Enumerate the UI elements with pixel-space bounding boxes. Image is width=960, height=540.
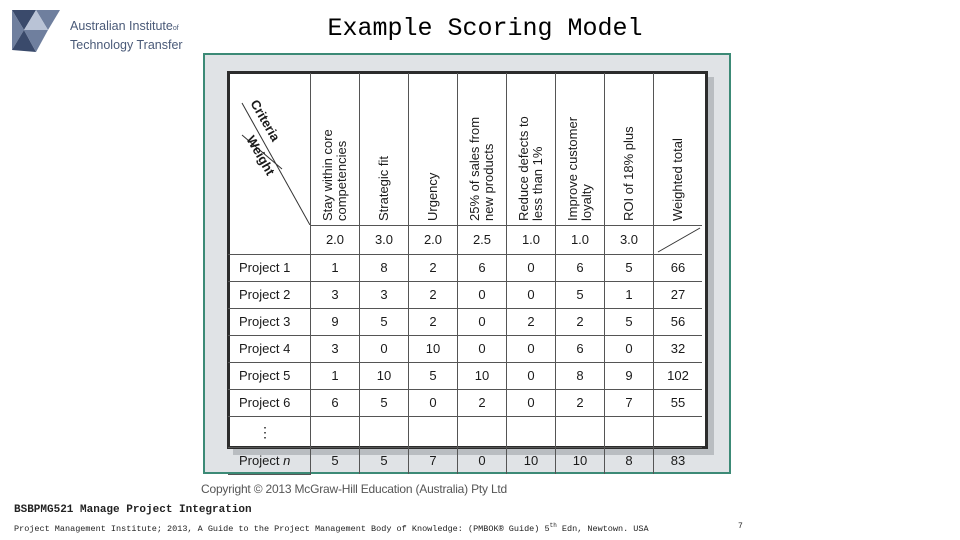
column-header-label: Urgency xyxy=(425,172,440,221)
table-cell: 1 xyxy=(311,362,360,389)
logo-line1: Australian Institute xyxy=(70,19,173,33)
table-cell: 0 xyxy=(458,308,507,335)
table-cell: 1 xyxy=(311,254,360,281)
table-cell: 7 xyxy=(605,389,654,416)
project-rows xyxy=(228,254,702,416)
table-cell xyxy=(311,416,360,447)
column-header-label: Strategic fit xyxy=(376,155,391,221)
table-cell: 5 xyxy=(556,281,605,308)
project-n: n xyxy=(283,453,291,468)
logo-text xyxy=(70,18,183,53)
table-cell: 6 xyxy=(556,335,605,362)
table-cell xyxy=(409,416,458,447)
weight-cell: 1.0 xyxy=(507,225,556,254)
column-header xyxy=(507,73,556,225)
table-cell: 9 xyxy=(605,362,654,389)
table-cell: 27 xyxy=(654,281,703,308)
slide-title: Example Scoring Model xyxy=(327,14,643,43)
column-header xyxy=(311,73,360,225)
table-cell: 5 xyxy=(311,447,360,474)
project-prefix: Project xyxy=(239,453,284,468)
table-cell: 0 xyxy=(507,389,556,416)
table-cell: 3 xyxy=(311,281,360,308)
table-cell: 0 xyxy=(507,335,556,362)
table-cell: 8 xyxy=(360,254,409,281)
column-header xyxy=(605,73,654,225)
table-cell: 2 xyxy=(409,254,458,281)
table-cell xyxy=(605,416,654,447)
table-cell: 1 xyxy=(605,281,654,308)
column-header-label: Improve customer loyalty xyxy=(565,116,594,221)
table-cell: 8 xyxy=(556,362,605,389)
project-label: Project 4 xyxy=(228,335,311,362)
column-header-label: 25% of sales from new products xyxy=(467,116,496,221)
table-cell: 5 xyxy=(360,389,409,416)
table-row xyxy=(228,281,702,308)
table-cell: 10 xyxy=(507,447,556,474)
weight-row-spacer xyxy=(228,225,311,254)
project-label: Project 1 xyxy=(228,254,311,281)
column-header-label: Weighted total xyxy=(670,137,685,221)
scoring-table xyxy=(228,73,702,475)
table-row xyxy=(228,362,702,389)
weight-cell: 2.0 xyxy=(409,225,458,254)
column-header xyxy=(556,73,605,225)
corner-weight-label: Weight xyxy=(243,133,278,178)
table-cell: 3 xyxy=(311,335,360,362)
column-header xyxy=(458,73,507,225)
table-cell: 8 xyxy=(605,447,654,474)
table-cell: 10 xyxy=(458,362,507,389)
project-label: Project 2 xyxy=(228,281,311,308)
ellipsis-row xyxy=(228,416,702,447)
column-header-label: Reduce defects to less than 1% xyxy=(516,115,545,221)
table-cell: 5 xyxy=(605,308,654,335)
project-label: Project 5 xyxy=(228,362,311,389)
project-label: Project 3 xyxy=(228,308,311,335)
logo-mark-icon xyxy=(10,8,62,56)
table-cell: 0 xyxy=(507,281,556,308)
column-header xyxy=(360,73,409,225)
footer-ref-part2: Edn, Newtown. USA xyxy=(556,523,649,534)
corner-criteria-label: Criteria xyxy=(247,97,284,144)
project-label: Project 6 xyxy=(228,389,311,416)
criteria-weight-corner xyxy=(228,73,311,225)
diagonal-slash-icon xyxy=(654,226,702,254)
corner-diagonal xyxy=(228,73,310,225)
table-cell xyxy=(507,416,556,447)
weight-row xyxy=(228,225,702,254)
table-cell: 10 xyxy=(409,335,458,362)
table-row xyxy=(228,389,702,416)
table-cell: 5 xyxy=(605,254,654,281)
weighted-total-diagonal-cell xyxy=(654,225,703,254)
footer-ref-sup: th xyxy=(549,522,557,529)
criteria-header-row xyxy=(228,73,702,225)
table-row-project-n xyxy=(228,447,702,474)
footer-ref-part1: Project Management Institute; 2013, A Guide to the Project Management Body of Knowledge: (PMBOK® Guide) 5 xyxy=(14,523,550,534)
table-cell: 5 xyxy=(360,308,409,335)
table-cell: 2 xyxy=(458,389,507,416)
weight-cell: 2.5 xyxy=(458,225,507,254)
column-header-label: ROI of 18% plus xyxy=(621,125,636,221)
table-cell: 2 xyxy=(409,308,458,335)
table-cell: 32 xyxy=(654,335,703,362)
table-row xyxy=(228,308,702,335)
logo-of: of xyxy=(172,25,179,32)
table-cell: 66 xyxy=(654,254,703,281)
copyright-notice: Copyright © 2013 McGraw-Hill Education (Australia) Pty Ltd xyxy=(201,482,508,496)
table-cell: 7 xyxy=(409,447,458,474)
table-cell: 0 xyxy=(605,335,654,362)
logo-line2: Technology Transfer xyxy=(70,38,183,52)
weight-cell: 3.0 xyxy=(360,225,409,254)
table-cell: 0 xyxy=(458,447,507,474)
table-cell xyxy=(458,416,507,447)
table-cell: 0 xyxy=(409,389,458,416)
table-cell: 0 xyxy=(458,281,507,308)
table-cell xyxy=(360,416,409,447)
project-label xyxy=(228,447,311,474)
table-cell: 2 xyxy=(409,281,458,308)
table-cell: 6 xyxy=(311,389,360,416)
table-cell: 5 xyxy=(360,447,409,474)
table-cell: 0 xyxy=(507,254,556,281)
table-cell: 83 xyxy=(654,447,703,474)
table-row xyxy=(228,335,702,362)
column-header-label: Stay within core competencies xyxy=(320,128,349,221)
ellipsis-mark: ⋮ xyxy=(228,416,311,447)
table-cell: 6 xyxy=(556,254,605,281)
table-cell: 56 xyxy=(654,308,703,335)
column-header xyxy=(654,73,703,225)
footer-reference xyxy=(14,520,714,535)
column-header xyxy=(409,73,458,225)
table-cell: 0 xyxy=(507,362,556,389)
table-cell xyxy=(654,416,703,447)
table-cell: 0 xyxy=(458,335,507,362)
table-cell: 5 xyxy=(409,362,458,389)
table-cell: 3 xyxy=(360,281,409,308)
weight-cell: 3.0 xyxy=(605,225,654,254)
table-cell: 2 xyxy=(556,389,605,416)
table-cell: 10 xyxy=(556,447,605,474)
table-cell: 2 xyxy=(556,308,605,335)
table-cell: 10 xyxy=(360,362,409,389)
table-row xyxy=(228,254,702,281)
table-cell: 6 xyxy=(458,254,507,281)
table-cell: 2 xyxy=(507,308,556,335)
table-cell: 102 xyxy=(654,362,703,389)
table-cell: 0 xyxy=(360,335,409,362)
aitt-logo xyxy=(10,8,200,58)
footer-course-title: BSBPMG521 Manage Project Integration xyxy=(14,504,252,516)
page-number: 7 xyxy=(738,522,743,531)
table-cell xyxy=(556,416,605,447)
table-cell: 9 xyxy=(311,308,360,335)
table-cell: 55 xyxy=(654,389,703,416)
weight-cell: 2.0 xyxy=(311,225,360,254)
weight-cell: 1.0 xyxy=(556,225,605,254)
